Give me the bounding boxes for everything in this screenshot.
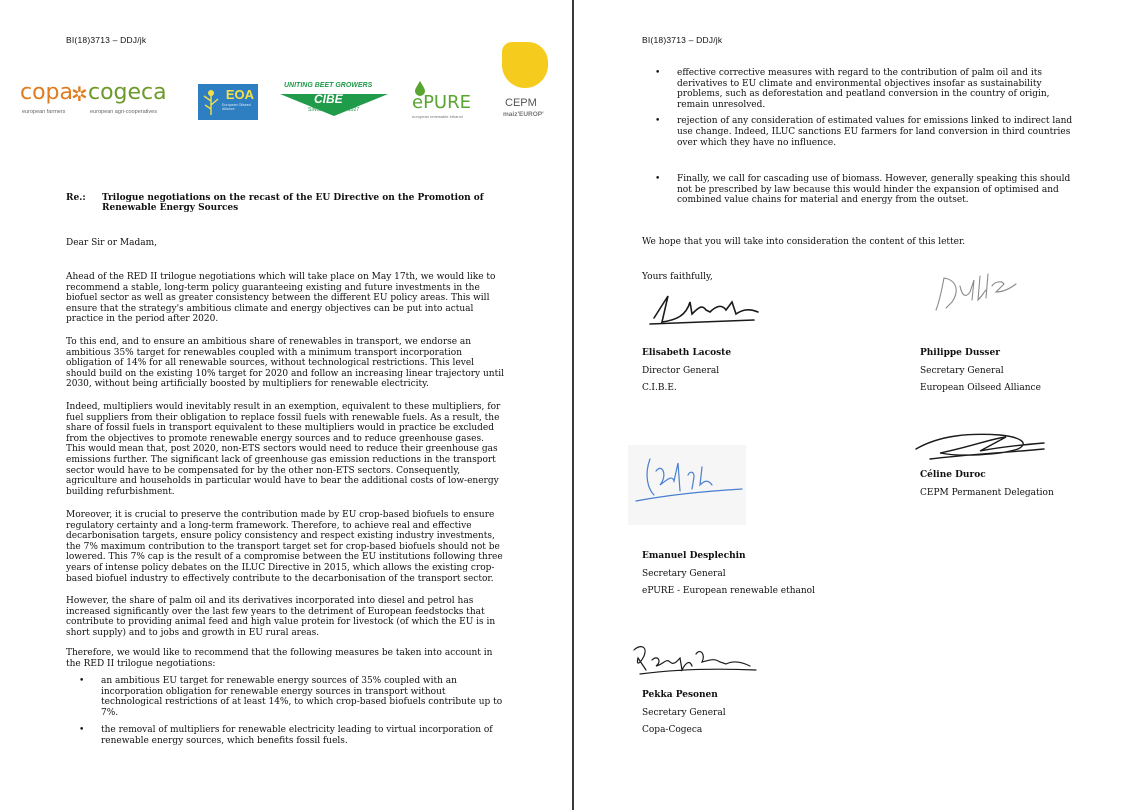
- bullet-icon: •: [655, 174, 661, 185]
- cepm-sun-shape: [502, 42, 548, 88]
- salutation: Dear Sir or Madam,: [66, 238, 157, 248]
- oilseed-plant-icon: [200, 87, 222, 117]
- reference-number: BI(18)3713 – DDJ/jk: [66, 35, 147, 45]
- star-icon: ✲: [71, 84, 88, 106]
- bullet-icon: •: [655, 116, 661, 127]
- signature-pesonen: [630, 640, 760, 685]
- paragraph-5: However, the share of palm oil and its derivatives incorporated into diesel and petrol has increased significantly over the last few years to the detriment of European feedstocks that contribute to providing animal feed and high value protein for livestock (of which the EU is in short supply) and to jobs and growth in EU rural areas.: [66, 596, 496, 638]
- re-label: Re.:: [66, 193, 86, 203]
- reference-number: BI(18)3713 – DDJ/jk: [642, 35, 723, 45]
- signatory-pesonen: Pekka Pesonen Secretary General Copa-Cogeca: [642, 690, 726, 735]
- signature-dusser: [930, 270, 1020, 315]
- signatory-lacoste: Elisabeth Lacoste Director General C.I.B.E.: [642, 348, 732, 393]
- paragraph-2: To this end, and to ensure an ambitious share of renewables in transport, we endorse an ambitious 35% target for renewables coupled with a minimum transport incorporation obligation of 14% for all renewable sources, without technological restrictions. This level should build on the existing 10% target for 2020 and follow an increasing linear trajectory until 2030, without being artificially boosted by multipliers for renewable electricity.: [66, 337, 504, 390]
- copa-cogeca-logo: copa ✲ cogeca european farmers european agri-cooperatives: [20, 80, 167, 115]
- list-item: • Finally, we call for cascading use of biomass. However, generally speaking this should not be prescribed by law because this would hinder the expansion of optimised and combined value chains for material and energy from the outset.: [655, 174, 1071, 206]
- bullet-icon: •: [79, 725, 85, 736]
- signatory-duroc: Céline Duroc CEPM Permanent Delegation: [920, 470, 1054, 498]
- signature-desplechin-scan: [628, 445, 746, 525]
- subject-line-1: Trilogue negotiations on the recast of the EU Directive on the Promotion of: [102, 193, 484, 203]
- epure-logo: ePURE european renewable ethanol: [410, 80, 485, 122]
- eoa-logo: EOA European Oilseed Alliance: [198, 84, 258, 120]
- list-item: • effective corrective measures with regard to the contribution of palm oil and its derivatives to EU climate and environmental objectives insofar as sustainability problems, such as deforestation and peatland conversion in the country of origin, remain unresolved.: [655, 68, 1050, 110]
- cibe-logo: UNITING BEET GROWERS CIBE SINCE 1927: [278, 82, 390, 118]
- closing-sentence: We hope that you will take into consideration the content of this letter.: [642, 237, 966, 247]
- cepm-logo: CEPM maiz'EUROP': [500, 42, 550, 122]
- paragraph-6: Therefore, we would like to recommend that the following measures be taken into account in the RED II trilogue negotiations:: [66, 648, 493, 669]
- measures-list-continued: [655, 68, 1081, 206]
- signatory-desplechin: Emanuel Desplechin Secretary General ePURE - European renewable ethanol: [642, 551, 815, 596]
- paragraph-1: Ahead of the RED II trilogue negotiations which will take place on May 17th, we would like to recommend a stable, long-term policy guaranteeing existing and future investments in the biofuel sector as well as greater consistency between the different EU policy areas. This will ensure that the strategy's ambitious climate and energy objectives can be put into actual practice in the period after 2020.: [66, 272, 496, 325]
- bullet-icon: •: [79, 676, 85, 686]
- list-item: • an ambitious EU target for renewable energy sources of 35% coupled with an incorporation obligation for renewable energy sources in transport without technological restrictions of at least 14%, to which crop-based biofuels contribute up to 7%.: [79, 676, 503, 718]
- signature-lacoste: [646, 290, 761, 330]
- letter-page-1: [0, 0, 572, 810]
- signature-desplechin: [628, 445, 746, 525]
- signatory-dusser: Philippe Dusser Secretary General European Oilseed Alliance: [920, 348, 1041, 393]
- bullet-icon: •: [655, 68, 661, 78]
- list-item: • rejection of any consideration of estimated values for emissions linked to indirect land use change. Indeed, ILUC sanctions EU farmers for land conversion in third countries over which they have no influence.: [655, 116, 1073, 148]
- letter-page-2: [574, 0, 1146, 810]
- signature-duroc: [910, 425, 1050, 465]
- measures-list: [79, 676, 506, 747]
- valediction: Yours faithfully,: [642, 272, 713, 282]
- subject-line-2: Renewable Energy Sources: [102, 203, 239, 213]
- paragraph-3: Indeed, multipliers would inevitably result in an exemption, equivalent to these multipliers, for fuel suppliers from their obligation to replace fossil fuels with renewable fuels. As a result, the share of fossil fuels in transport equivalent to these multipliers would in practice be excluded from the objectives to promote renewable energy sources and to reduce greenhouse gases. This would mean that, post 2020, non-ETS sectors would need to reduce their greenhouse gas emissions further. The significant lack of greenhouse gas emission reductions in the transport sector would have to be compensated for by the other non-ETS sectors. Consequently, agriculture and households in particular would have to bear the additional costs of low-energy building refurbishment.: [66, 402, 501, 497]
- list-item: • the removal of multipliers for renewable electricity leading to virtual incorporation of renewable energy sources, which benefits fossil fuels.: [79, 725, 493, 746]
- paragraph-4: Moreover, it is crucial to preserve the contribution made by EU crop-based biofuels to ensure regulatory certainty and a long-term framework. Therefore, to achieve real and effective decarbonisation targets, ensure policy consistency and respect existing industry investments, the 7% maximum contribution to the transport target set for crop-based biofuels should not be lowered. This 7% cap is the result of a compromise between the EU institutions following three years of intense policy debates on the ILUC Directive in 2015, which allows the existing crop-based biofuel industry to effectively contribute to the decarbonisation of the transport sector.: [66, 510, 503, 584]
